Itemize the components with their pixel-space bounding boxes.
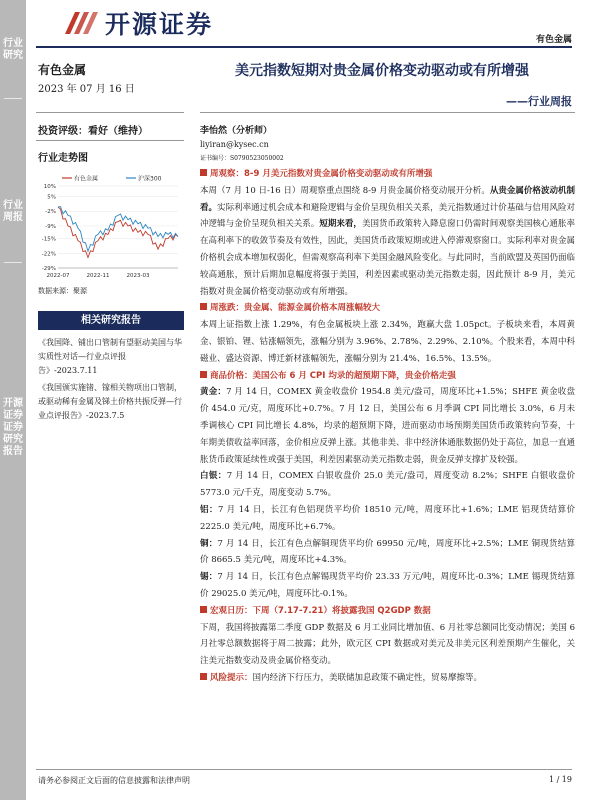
y-tick-label: -22% [41,251,56,258]
rating: 投资评级：看好（维持） [38,126,148,137]
chart-source: 数据来源：聚源 [38,287,87,295]
paragraph [200,502,575,536]
industry-trend-chart [38,172,184,284]
sidebar [0,0,26,800]
paragraph [200,536,575,570]
y-tick-label: 5% [47,194,56,201]
footer-disclaimer: 请务必参阅正文后面的信息披露和法律声明 [38,776,190,785]
paragraph [200,569,575,603]
paragraph-run: 下周，我国将披露第二季度 GDP 数据及 6 月工业同比增加值、6 月社零总额同比变动情况；美国 6 月社零总额数据将于周二披露；此外，欧元区 CPI 数据或对美元及非美元区利差预期产生催化，关注美元指数变动及贵金属价格变动。 [200,622,575,667]
section-title-text: 商品价格：美国公布 6 月 CPI 均录的超预期下降，贵金价格走强 [210,370,456,381]
brand-logo [63,6,213,40]
analyst-cert: 证书编号：S0790523050002 [200,155,284,162]
left-divider [36,112,184,113]
paragraph-run: 7 月 14 日，长江有色点解锡现货平均价 23.33 万元/吨，周度环比-0.3%；LME 锡现货结算价 29025.0 美元/吨，周度环比-0.1%。 [200,572,575,599]
section-title-text: 周涨跌：贵金属、能源金属价格本周涨幅较大 [210,303,381,314]
legend-label: 有色金属 [74,175,99,183]
paragraph-run: 7 月 14 日，长江有色铝现货平均价 18510 元/吨，周度环比+1.6%；LME 铝现货结算价 2225.0 美元/吨，周度环比+6.7%。 [200,504,575,532]
main-divider [200,112,575,113]
sidebar-divider [4,98,22,99]
paragraph-run: 7 月 14 日，COMEX 黄金收盘价 1954.8 美元/盎司，周度环比+1.5%；SHFE 黄金收盘价 454.0 元/克，周度环比+0.7%。7 月 12 日，美国公布 6 月季调 CPI 同比增长 3.0%，6 月未季调核心 CPI 同比增长 4.8%，均录的超预期下降，进而驱动市场预期美国货币政策转向节奏，十年期美债收益率回落，金价相应反弹上涨。其他非美、非中经济体通胀数据仍处于高位，加息一直通胀货币政策延续性或强于美国，利差因素驱动美元指数走弱，贵金反弹支撑扩及较强。 [200,387,575,465]
sidebar-label-top: 行业研究 [3,38,23,61]
sidebar-divider [4,262,22,263]
x-tick-label: 2023-03 [126,273,150,279]
sidebar-label-bottom: 开源证券 证券研究报告 [3,398,23,457]
paragraph-run: 黄金： [200,387,227,398]
section-title [200,670,575,687]
section-title [200,368,575,385]
paragraph [200,384,575,468]
section-title [200,166,575,183]
analyst-name: 李怡然（分析师） [200,126,273,136]
sidebar-label-middle: 行业周报 [3,200,23,223]
analyst-email[interactable]: liyiran@kysec.cn [200,140,269,149]
y-tick-label: -2% [45,209,56,216]
left-divider [36,140,184,141]
square-bullet-icon [200,169,207,176]
paragraph-run: 白银： [200,471,227,482]
square-bullet-icon [200,673,207,680]
related-report-item[interactable]: 《我国降、铺出口管制有望驱动美国与华实质性对话—行业点评报告》-2023.7.11 [38,338,182,375]
paragraph-run: 铝： [200,504,218,515]
x-tick-label: 2022-07 [46,273,70,279]
paragraph-run: 7 月 14 日，长江有色点解铜现货平均价 69950 元/吨，周度环比+2.5%；LME 铜现货结算价 8665.5 美元/吨，周度环比+4.3%。 [200,538,575,566]
related-reports-header: 相关研究报告 [38,311,184,330]
section-label: 有色金属 [535,35,572,45]
square-bullet-icon [200,606,207,613]
legend-label: 沪深300 [138,175,162,183]
brand-logo-icon [63,8,99,38]
section-title-text: 周观察：8-9 月美元指数对贵金属价格变动驱动或有所增强 [210,169,433,179]
series-line-0 [58,207,178,258]
paragraph-run: 锡： [200,572,218,583]
paragraph [200,317,575,367]
paragraph-run: 短期来看， [319,219,362,230]
square-bullet-icon [200,371,207,378]
y-tick-label: -29% [41,266,56,272]
related-report-item[interactable]: 《我国颁实施锗、镓相关物项出口管制，或驱动稀有金属及锑土价格共振反弹—行业点评报告》-2023.7.5 [38,383,182,420]
report-date: 2023 年 07 月 16 日 [38,84,135,95]
paragraph [200,183,575,301]
report-title: 美元指数短期对贵金属价格变动驱动或有所增强 [235,63,529,79]
section-title [200,300,575,317]
paragraph-run: 从贵金属价格波动机制看。 [200,185,575,213]
section-title [200,603,575,620]
y-tick-label: -15% [41,236,56,243]
paragraph-run: 实际利率通过机会成本和避险逻辑与金价呈现负相关关系，美元指数通过计价基础与信用风险对冲逻辑与金价呈现负相关关系。 [200,202,575,230]
y-tick-label: 10% [43,184,56,190]
sector-name: 有色金属 [38,63,87,77]
paragraph-run: 铜： [200,538,218,549]
footer-rule [36,769,572,770]
section-inline-text: 国内经济下行压力，美联储加息政策不确定性，贸易摩擦等。 [252,672,483,683]
report-type: ——行业周报 [506,95,572,108]
paragraph-run: 7 月 14 日，COMEX 白银收盘价 25.0 美元/盎司，周度变动 8.2%；SHFE 白银收盘价 5773.0 元/千克，周度变动 5.7%。 [200,471,575,499]
paragraph [200,620,575,670]
paragraph-run: 本周上证指数上涨 1.29%，有色金属板块上涨 2.34%，跑赢大盘 1.05pct。子板块来看，本周黄金、银铂、锂、钴涨幅领先，涨幅分别为 3.96%、2.78%、2.29%、2.10%。个股来看，本周中科磁业、盛达资源、博迁新材涨幅领先，涨幅分别为 21.4%、16.5%、13.5%。 [200,320,575,364]
brand-name: 开源证券 [105,10,214,39]
x-tick-label: 2022-11 [86,273,110,279]
paragraph [200,468,575,502]
square-bullet-icon [200,303,207,310]
y-tick-label: -9% [45,223,56,230]
page-number: 1 / 19 [548,775,572,784]
paragraph-run: 美国货币政策转入降息窗口仍需时间观察美国核心通胀率在高利率下的收敛节奏及有效性，因此，美国货币政策短期或进入停滞观察窗口。实际利率对贵金属价格机会成本增加权弱化，但需观察高利率下美国金融风险变化。与此同时，当前欧盟及英国仍面临较高通胀，预计后期加息幅度将强于美国，利差因素或驱动美元指数走弱，因此预计 8-9 月，美元指数对贵金属价格变动驱动或有所增强。 [200,219,575,297]
paragraph-run: 本周（7 月 10 日-16 日）周观察重点围绕 8-9 月贵金属价格变动展开分析。 [200,185,490,196]
report-body [200,166,575,687]
section-title-text: 风险提示： [210,672,253,683]
chart-title: 行业走势图 [38,153,88,164]
section-title-text: 宏观日历：下周（7.17-7.21）将披露我国 Q2GDP 数据 [210,605,431,616]
header-rule [36,46,572,48]
